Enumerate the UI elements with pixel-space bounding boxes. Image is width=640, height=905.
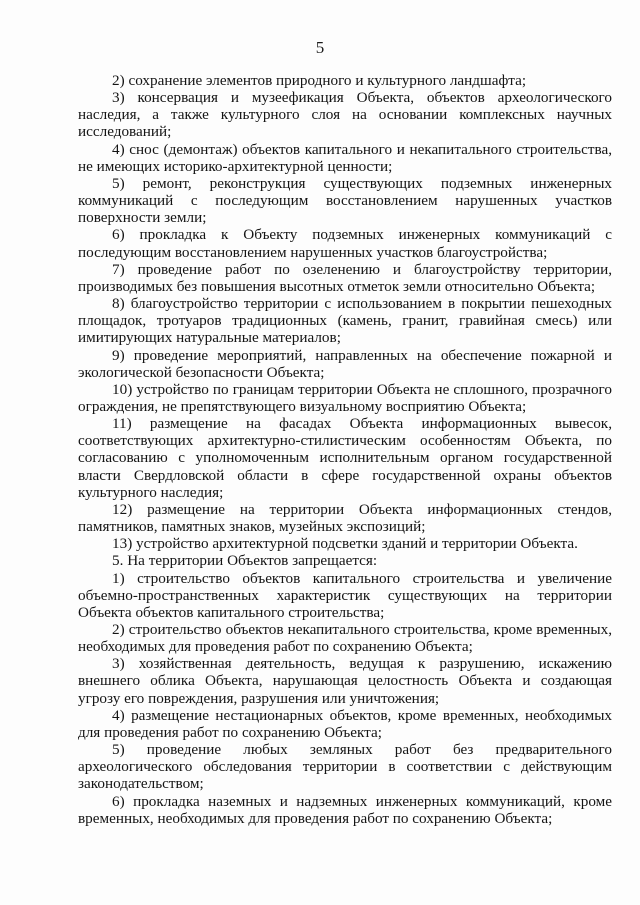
list-item: 5) ремонт, реконструкция существующих подземных инженерных коммуникаций с последующим восстановлением нарушенных участков поверхности земли; bbox=[78, 174, 612, 227]
list-item: 11) размещение на фасадах Объекта информационных вывесок, соответствующих архитектурно-стилистическим особенностям Объекта, по согласованию с уполномоченным исполнительным органом государственной власти Свердловской области в сфере государственной охраны объектов культурного наследия; bbox=[78, 415, 612, 501]
list-item: 6) прокладка к Объекту подземных инженерных коммуникаций с последующим восстановлением нарушенных участков благоустройства; bbox=[78, 226, 612, 261]
list-item: 3) консервация и музеефикация Объекта, объектов археологического наследия, а также культурного слоя на основании комплексных научных исследований; bbox=[78, 89, 612, 141]
list-item: 13) устройство архитектурной подсветки зданий и территории Объекта. bbox=[112, 535, 578, 553]
list-item: 8) благоустройство территории с использованием в покрытии пешеходных площадок, тротуаров традиционных (камень, гранит, гравийная смесь) или имитирующих натуральные материалов; bbox=[78, 295, 612, 347]
list-item: 2) сохранение элементов природного и культурного ландшафта; bbox=[112, 72, 527, 89]
list-item: 7) проведение работ по озеленению и благоустройству территории, производимых без повышения высотных отметок земли относительно Объекта; bbox=[78, 260, 612, 295]
list-item: 9) проведение мероприятий, направленных на обеспечение пожарной и экологической безопасности Объекта; bbox=[78, 346, 612, 381]
list-item: 3) хозяйственная деятельность, ведущая к разрушению, искажению внешнего облика Объекта, нарушающая целостность Объекта и создающая угрозу его повреждения, разрушения или уничтожения; bbox=[78, 655, 612, 707]
list-item: 10) устройство по границам территории Объекта не сплошного, прозрачного ограждения, не препятствующего визуальному восприятию Объекта; bbox=[78, 380, 612, 415]
list-item: 5) проведение любых земляных работ без предварительного археологического обследования территории в соответствии с действующим законодательством; bbox=[78, 741, 612, 793]
list-item: 1) строительство объектов капитального строительства и увеличение объемно-пространственных характеристик существующих на территории Объекта объектов капитального строительства; bbox=[78, 569, 612, 621]
list-item: 4) снос (демонтаж) объектов капитального и некапитального строительства, не имеющих историко-архитектурной ценности; bbox=[78, 140, 612, 175]
section-heading: 5. На территории Объектов запрещается: bbox=[112, 552, 378, 570]
document-body bbox=[78, 72, 612, 827]
list-item: 12) размещение на территории Объекта информационных стендов, памятников, памятных знаков, музейных экспозиций; bbox=[78, 500, 612, 536]
list-item: 4) размещение нестационарных объектов, кроме временных, необходимых для проведения работ по сохранению Объекта; bbox=[78, 706, 612, 741]
list-item: 2) строительство объектов некапитального строительства, кроме временных, необходимых для проведения работ по сохранению Объекта; bbox=[78, 621, 612, 656]
list-item: 6) прокладка наземных и надземных инженерных коммуникаций, кроме временных, необходимых для проведения работ по сохранению Объекта; bbox=[78, 792, 612, 827]
page-number: 5 bbox=[315, 38, 325, 57]
